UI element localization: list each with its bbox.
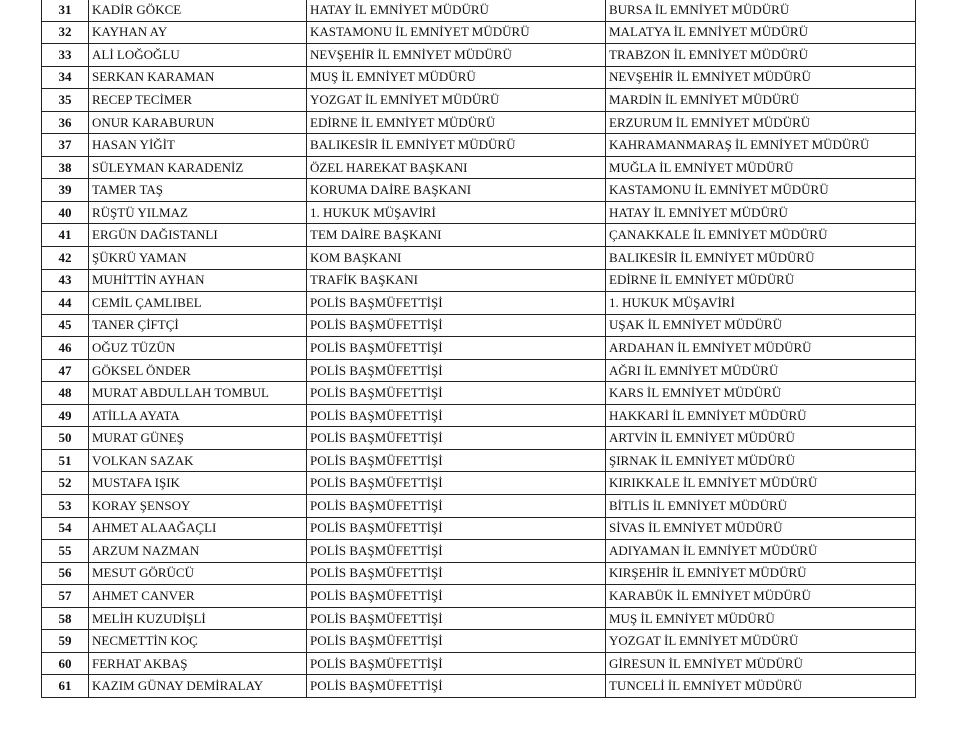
new-post-cell: HATAY İL EMNİYET MÜDÜRÜ: [606, 201, 916, 224]
current-post-cell: POLİS BAŞMÜFETTİŞİ: [307, 540, 606, 563]
current-post-cell: EDİRNE İL EMNİYET MÜDÜRÜ: [307, 111, 606, 134]
person-name-cell: KAZIM GÜNAY DEMİRALAY: [89, 675, 307, 698]
row-number-cell: 35: [42, 89, 89, 112]
current-post-cell: POLİS BAŞMÜFETTİŞİ: [307, 585, 606, 608]
row-number-cell: 41: [42, 224, 89, 247]
current-post-cell: POLİS BAŞMÜFETTİŞİ: [307, 607, 606, 630]
table-row: [42, 179, 916, 202]
table-row: [42, 359, 916, 382]
new-post-cell: UŞAK İL EMNİYET MÜDÜRÜ: [606, 314, 916, 337]
current-post-cell: TRAFİK BAŞKANI: [307, 269, 606, 292]
new-post-cell: AĞRI İL EMNİYET MÜDÜRÜ: [606, 359, 916, 382]
new-post-cell: MUĞLA İL EMNİYET MÜDÜRÜ: [606, 156, 916, 179]
table-row: [42, 156, 916, 179]
person-name-cell: AHMET CANVER: [89, 585, 307, 608]
table-row: [42, 247, 916, 270]
current-post-cell: BALIKESİR İL EMNİYET MÜDÜRÜ: [307, 134, 606, 157]
row-number-cell: 47: [42, 359, 89, 382]
current-post-cell: POLİS BAŞMÜFETTİŞİ: [307, 652, 606, 675]
new-post-cell: KAHRAMANMARAŞ İL EMNİYET MÜDÜRÜ: [606, 134, 916, 157]
row-number-cell: 46: [42, 337, 89, 360]
new-post-cell: NEVŞEHİR İL EMNİYET MÜDÜRÜ: [606, 66, 916, 89]
row-number-cell: 48: [42, 382, 89, 405]
new-post-cell: HAKKARİ İL EMNİYET MÜDÜRÜ: [606, 404, 916, 427]
person-name-cell: ONUR KARABURUN: [89, 111, 307, 134]
person-name-cell: TANER ÇİFTÇİ: [89, 314, 307, 337]
person-name-cell: HASAN YİĞİT: [89, 134, 307, 157]
person-name-cell: OĞUZ TÜZÜN: [89, 337, 307, 360]
table-row: [42, 562, 916, 585]
person-name-cell: ATİLLA AYATA: [89, 404, 307, 427]
current-post-cell: KORUMA DAİRE BAŞKANI: [307, 179, 606, 202]
person-name-cell: KADİR GÖKCE: [89, 0, 307, 21]
person-name-cell: ŞÜKRÜ YAMAN: [89, 247, 307, 270]
current-post-cell: KASTAMONU İL EMNİYET MÜDÜRÜ: [307, 21, 606, 44]
person-name-cell: MESUT GÖRÜCÜ: [89, 562, 307, 585]
row-number-cell: 39: [42, 179, 89, 202]
current-post-cell: POLİS BAŞMÜFETTİŞİ: [307, 562, 606, 585]
table-row: [42, 134, 916, 157]
person-name-cell: GÖKSEL ÖNDER: [89, 359, 307, 382]
table-row: [42, 269, 916, 292]
row-number-cell: 32: [42, 21, 89, 44]
row-number-cell: 57: [42, 585, 89, 608]
new-post-cell: ERZURUM İL EMNİYET MÜDÜRÜ: [606, 111, 916, 134]
table-row: [42, 404, 916, 427]
table-row: [42, 21, 916, 44]
table-row: [42, 201, 916, 224]
current-post-cell: POLİS BAŞMÜFETTİŞİ: [307, 292, 606, 315]
person-name-cell: RECEP TECİMER: [89, 89, 307, 112]
row-number-cell: 58: [42, 607, 89, 630]
row-number-cell: 56: [42, 562, 89, 585]
row-number-cell: 49: [42, 404, 89, 427]
row-number-cell: 34: [42, 66, 89, 89]
current-post-cell: POLİS BAŞMÜFETTİŞİ: [307, 427, 606, 450]
new-post-cell: TUNCELİ İL EMNİYET MÜDÜRÜ: [606, 675, 916, 698]
row-number-cell: 33: [42, 44, 89, 67]
row-number-cell: 44: [42, 292, 89, 315]
current-post-cell: YOZGAT İL EMNİYET MÜDÜRÜ: [307, 89, 606, 112]
new-post-cell: 1. HUKUK MÜŞAVİRİ: [606, 292, 916, 315]
new-post-cell: GİRESUN İL EMNİYET MÜDÜRÜ: [606, 652, 916, 675]
new-post-cell: KARABÜK İL EMNİYET MÜDÜRÜ: [606, 585, 916, 608]
table-row: [42, 44, 916, 67]
new-post-cell: MALATYA İL EMNİYET MÜDÜRÜ: [606, 21, 916, 44]
person-name-cell: CEMİL ÇAMLIBEL: [89, 292, 307, 315]
table-row: [42, 0, 916, 21]
person-name-cell: NECMETTİN KOÇ: [89, 630, 307, 653]
table-row: [42, 111, 916, 134]
table-row: [42, 314, 916, 337]
current-post-cell: 1. HUKUK MÜŞAVİRİ: [307, 201, 606, 224]
table-row: [42, 427, 916, 450]
new-post-cell: TRABZON İL EMNİYET MÜDÜRÜ: [606, 44, 916, 67]
current-post-cell: POLİS BAŞMÜFETTİŞİ: [307, 382, 606, 405]
person-name-cell: KORAY ŞENSOY: [89, 495, 307, 518]
row-number-cell: 38: [42, 156, 89, 179]
table-row: [42, 652, 916, 675]
new-post-cell: MUŞ İL EMNİYET MÜDÜRÜ: [606, 607, 916, 630]
person-name-cell: TAMER TAŞ: [89, 179, 307, 202]
current-post-cell: POLİS BAŞMÜFETTİŞİ: [307, 337, 606, 360]
current-post-cell: TEM DAİRE BAŞKANI: [307, 224, 606, 247]
person-name-cell: AHMET ALAAĞAÇLI: [89, 517, 307, 540]
new-post-cell: SİVAS İL EMNİYET MÜDÜRÜ: [606, 517, 916, 540]
table-row: [42, 675, 916, 698]
new-post-cell: BURSA İL EMNİYET MÜDÜRÜ: [606, 0, 916, 21]
person-name-cell: MURAT ABDULLAH TOMBUL: [89, 382, 307, 405]
row-number-cell: 43: [42, 269, 89, 292]
new-post-cell: ŞIRNAK İL EMNİYET MÜDÜRÜ: [606, 449, 916, 472]
row-number-cell: 55: [42, 540, 89, 563]
person-name-cell: MELİH KUZUDİŞLİ: [89, 607, 307, 630]
row-number-cell: 40: [42, 201, 89, 224]
person-name-cell: SÜLEYMAN KARADENİZ: [89, 156, 307, 179]
row-number-cell: 53: [42, 495, 89, 518]
table-row: [42, 382, 916, 405]
table-row: [42, 517, 916, 540]
row-number-cell: 54: [42, 517, 89, 540]
row-number-cell: 60: [42, 652, 89, 675]
row-number-cell: 52: [42, 472, 89, 495]
current-post-cell: POLİS BAŞMÜFETTİŞİ: [307, 314, 606, 337]
table-row: [42, 607, 916, 630]
new-post-cell: BALIKESİR İL EMNİYET MÜDÜRÜ: [606, 247, 916, 270]
person-name-cell: SERKAN KARAMAN: [89, 66, 307, 89]
table-row: [42, 224, 916, 247]
person-name-cell: VOLKAN SAZAK: [89, 449, 307, 472]
current-post-cell: POLİS BAŞMÜFETTİŞİ: [307, 359, 606, 382]
current-post-cell: POLİS BAŞMÜFETTİŞİ: [307, 675, 606, 698]
table-row: [42, 449, 916, 472]
table-row: [42, 472, 916, 495]
table-row: [42, 630, 916, 653]
row-number-cell: 59: [42, 630, 89, 653]
current-post-cell: POLİS BAŞMÜFETTİŞİ: [307, 472, 606, 495]
current-post-cell: POLİS BAŞMÜFETTİŞİ: [307, 449, 606, 472]
table-row: [42, 66, 916, 89]
appointment-table: [41, 0, 916, 698]
new-post-cell: EDİRNE İL EMNİYET MÜDÜRÜ: [606, 269, 916, 292]
row-number-cell: 61: [42, 675, 89, 698]
current-post-cell: POLİS BAŞMÜFETTİŞİ: [307, 495, 606, 518]
new-post-cell: ARTVİN İL EMNİYET MÜDÜRÜ: [606, 427, 916, 450]
table-row: [42, 585, 916, 608]
current-post-cell: NEVŞEHİR İL EMNİYET MÜDÜRÜ: [307, 44, 606, 67]
new-post-cell: YOZGAT İL EMNİYET MÜDÜRÜ: [606, 630, 916, 653]
current-post-cell: POLİS BAŞMÜFETTİŞİ: [307, 630, 606, 653]
row-number-cell: 45: [42, 314, 89, 337]
person-name-cell: ERGÜN DAĞISTANLI: [89, 224, 307, 247]
person-name-cell: MUHİTTİN AYHAN: [89, 269, 307, 292]
new-post-cell: MARDİN İL EMNİYET MÜDÜRÜ: [606, 89, 916, 112]
row-number-cell: 36: [42, 111, 89, 134]
current-post-cell: POLİS BAŞMÜFETTİŞİ: [307, 517, 606, 540]
row-number-cell: 42: [42, 247, 89, 270]
current-post-cell: ÖZEL HAREKAT BAŞKANI: [307, 156, 606, 179]
row-number-cell: 37: [42, 134, 89, 157]
current-post-cell: HATAY İL EMNİYET MÜDÜRÜ: [307, 0, 606, 21]
new-post-cell: BİTLİS İL EMNİYET MÜDÜRÜ: [606, 495, 916, 518]
new-post-cell: ARDAHAN İL EMNİYET MÜDÜRÜ: [606, 337, 916, 360]
current-post-cell: MUŞ İL EMNİYET MÜDÜRÜ: [307, 66, 606, 89]
table-row: [42, 292, 916, 315]
new-post-cell: ADIYAMAN İL EMNİYET MÜDÜRÜ: [606, 540, 916, 563]
row-number-cell: 51: [42, 449, 89, 472]
person-name-cell: MURAT GÜNEŞ: [89, 427, 307, 450]
table-row: [42, 89, 916, 112]
table-row: [42, 540, 916, 563]
new-post-cell: KASTAMONU İL EMNİYET MÜDÜRÜ: [606, 179, 916, 202]
new-post-cell: ÇANAKKALE İL EMNİYET MÜDÜRÜ: [606, 224, 916, 247]
row-number-cell: 31: [42, 0, 89, 21]
person-name-cell: RÜŞTÜ YILMAZ: [89, 201, 307, 224]
new-post-cell: KIRIKKALE İL EMNİYET MÜDÜRÜ: [606, 472, 916, 495]
table-row: [42, 337, 916, 360]
person-name-cell: FERHAT AKBAŞ: [89, 652, 307, 675]
new-post-cell: KIRŞEHİR İL EMNİYET MÜDÜRÜ: [606, 562, 916, 585]
appointment-table-body: [42, 0, 916, 697]
current-post-cell: KOM BAŞKANI: [307, 247, 606, 270]
person-name-cell: MUSTAFA IŞIK: [89, 472, 307, 495]
table-row: [42, 495, 916, 518]
current-post-cell: POLİS BAŞMÜFETTİŞİ: [307, 404, 606, 427]
new-post-cell: KARS İL EMNİYET MÜDÜRÜ: [606, 382, 916, 405]
person-name-cell: KAYHAN AY: [89, 21, 307, 44]
row-number-cell: 50: [42, 427, 89, 450]
person-name-cell: ARZUM NAZMAN: [89, 540, 307, 563]
person-name-cell: ALİ LOĞOĞLU: [89, 44, 307, 67]
